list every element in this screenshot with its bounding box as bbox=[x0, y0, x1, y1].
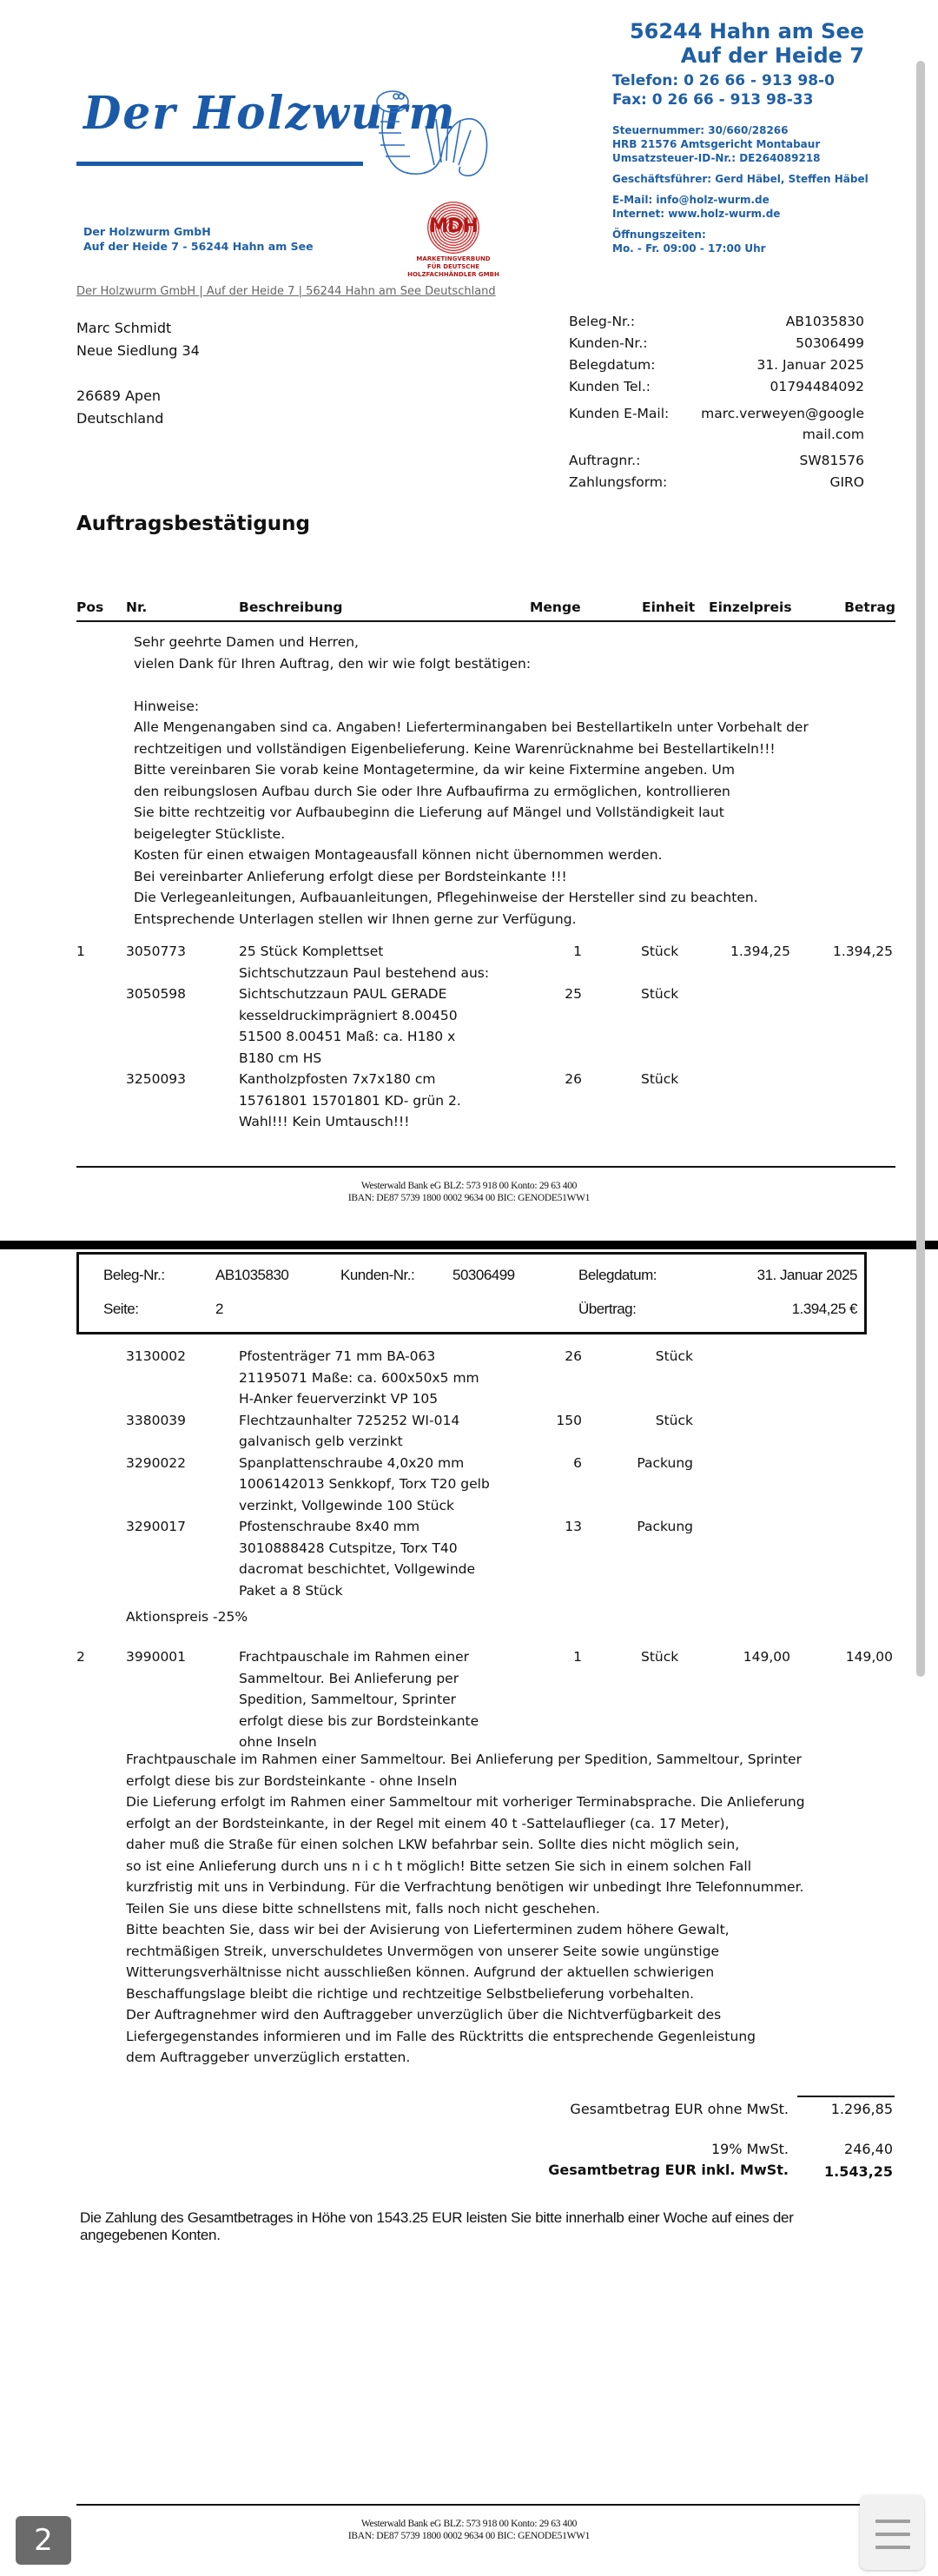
item-quantity: 6 bbox=[573, 1454, 582, 1471]
footer-divider-2 bbox=[76, 2504, 895, 2506]
delivery-note-line: so ist eine Anlieferung durch uns n i c h t möglich! Bitte setzen Sie sich in einem solchen Fall bbox=[126, 1858, 752, 1874]
delivery-note-line: Bitte beachten Sie, dass wir bei der Avisierung von Lieferterminen zudem höhere Gewalt, bbox=[126, 1922, 730, 1937]
item-quantity: 1 bbox=[573, 944, 582, 959]
mdh-sub-line: MARKETINGVERBUND bbox=[416, 255, 491, 262]
item-number: 3050773 bbox=[126, 944, 187, 959]
hrb-number: HRB 21576 Amtsgericht Montabaur bbox=[612, 138, 821, 150]
item-description bbox=[239, 1346, 499, 1410]
col-einzelpreis: Einzelpreis bbox=[709, 599, 792, 615]
tax-number: Steuernummer: 30/660/28266 bbox=[612, 124, 789, 136]
gross-total-label: Gesamtbetrag EUR inkl. MwSt. bbox=[548, 2162, 789, 2178]
carry-datum-value: 31. Januar 2025 bbox=[756, 1267, 857, 1283]
item-quantity: 25 bbox=[565, 986, 582, 1002]
item-number: 3130002 bbox=[126, 1348, 187, 1364]
description-line: Spanplattenschraube 4,0x20 mm bbox=[239, 1454, 465, 1471]
sender-return-address: Der Holzwurm GmbH | Auf der Heide 7 | 56244 Hahn am See Deutschland bbox=[76, 285, 496, 298]
description-line: Pfostenschraube 8x40 mm bbox=[239, 1519, 420, 1534]
company-city: 56244 Hahn am See bbox=[629, 19, 864, 43]
delivery-note-line: dem Auftraggeber unverzüglich erstatten. bbox=[126, 2050, 411, 2065]
belegdatum-value: 31. Januar 2025 bbox=[756, 357, 864, 373]
delivery-note-line: rechtmäßigen Streik, unverschuldetes Unvermögen von unserer Seite sowie ungünstige bbox=[126, 1943, 720, 1959]
auftragnr-value: SW81576 bbox=[799, 453, 864, 468]
description-line: Pfostenträger 71 mm BA-063 bbox=[239, 1348, 436, 1364]
hamburger-menu-icon bbox=[875, 2520, 910, 2523]
company-name: Der Holzwurm GmbH bbox=[83, 225, 211, 238]
item-number: 3990001 bbox=[126, 1649, 187, 1665]
belegdatum-label: Belegdatum: bbox=[569, 357, 656, 373]
carry-kunden-value: 50306499 bbox=[452, 1267, 515, 1283]
zahlungsform-value: GIRO bbox=[829, 474, 864, 490]
item-description bbox=[239, 1516, 499, 1601]
hints-label: Hinweise: bbox=[134, 698, 200, 714]
recipient-country: Deutschland bbox=[76, 410, 164, 427]
description-line: Paket a 8 Stück bbox=[239, 1582, 343, 1599]
recipient-name: Marc Schmidt bbox=[76, 320, 172, 336]
net-total-value: 1.296,85 bbox=[830, 2101, 893, 2117]
table-header bbox=[76, 598, 895, 622]
greeting: Sehr geehrte Damen und Herren, bbox=[134, 634, 359, 650]
item-number: 3250093 bbox=[126, 1071, 187, 1087]
description-line: dacromat beschichtet, Vollgewinde bbox=[239, 1561, 476, 1577]
footer-divider bbox=[76, 1166, 895, 1168]
item-unit: Stück bbox=[655, 1348, 693, 1364]
intro-text bbox=[134, 632, 855, 930]
delivery-note-line: Liefergegenstandes informieren und im Falle des Rücktritts die entsprechende Gegenleistung bbox=[126, 2028, 756, 2044]
item-pos: 2 bbox=[76, 1649, 85, 1665]
bank-line2: IBAN: DE87 5739 1800 0002 9634 00 BIC: GENODE51WW1 bbox=[347, 2531, 591, 2541]
item-description bbox=[239, 1069, 499, 1133]
item-description bbox=[239, 983, 499, 1069]
bank-line2: IBAN: DE87 5739 1800 0002 9634 00 BIC: GENODE51WW1 bbox=[347, 1193, 591, 1203]
item-unit: Stück bbox=[641, 944, 679, 959]
item-unit: Stück bbox=[641, 1649, 679, 1665]
description-line: Frachtpauschale im Rahmen einer bbox=[239, 1649, 469, 1665]
delivery-note-line: Witterungsverhältnisse nicht ausschließen können. Aufgrund der aktuellen schwierigen bbox=[126, 1964, 715, 1980]
kunden-nr-label: Kunden-Nr.: bbox=[569, 335, 648, 351]
description-line: 15761801 15701801 KD- grün 2. bbox=[239, 1092, 461, 1109]
description-line: B180 cm HS bbox=[239, 1050, 322, 1066]
description-line: 21195071 Maße: ca. 600x50x5 mm bbox=[239, 1369, 479, 1386]
col-betrag: Betrag bbox=[844, 599, 895, 615]
carry-beleg-label: Beleg-Nr.: bbox=[103, 1267, 165, 1283]
item-amount: 149,00 bbox=[845, 1649, 893, 1665]
company-fax: Fax: 0 26 66 - 913 98-33 bbox=[612, 91, 814, 109]
logo-underline bbox=[76, 162, 363, 166]
item-unit: Stück bbox=[641, 1071, 679, 1087]
beleg-nr-value: AB1035830 bbox=[785, 314, 864, 329]
delivery-note-line: Beschaffungslage bleibt die richtige und rechtzeitige Selbstbelieferung vorbehalten. bbox=[126, 1985, 695, 2002]
description-line: kesseldruckimprägniert 8.00450 bbox=[239, 1007, 458, 1023]
recipient-street: Neue Siedlung 34 bbox=[76, 342, 200, 359]
menu-button[interactable] bbox=[860, 2495, 924, 2570]
description-line: Flechtzaunhalter 725252 WI-014 bbox=[239, 1412, 460, 1428]
company-street-right: Auf der Heide 7 bbox=[680, 43, 864, 68]
recipient-address bbox=[76, 317, 200, 430]
item-number: 3290022 bbox=[126, 1454, 187, 1471]
mdh-subtitle bbox=[401, 255, 505, 279]
carry-datum-label: Belegdatum: bbox=[578, 1267, 657, 1283]
tel-label: Kunden Tel.: bbox=[569, 379, 651, 394]
col-einheit: Einheit bbox=[642, 599, 696, 615]
tel-value: 01794484092 bbox=[770, 379, 864, 394]
mdh-rings-icon bbox=[427, 202, 479, 254]
opening-hours: Mo. - Fr. 09:00 - 17:00 Uhr bbox=[612, 242, 766, 255]
hamburger-menu-icon bbox=[875, 2546, 910, 2549]
hint-line: Die Verlegeanleitungen, Aufbauanleitungen, Pflegehinweise der Hersteller sind zu beachten. bbox=[134, 890, 758, 905]
hint-line: Sie bitte rechtzeitig vor Aufbaubeginn die Lieferung auf Mängel und Vollständigkeit laut bbox=[134, 805, 724, 820]
company-email[interactable]: E-Mail: info@holz-wurm.de bbox=[612, 194, 770, 206]
description-line: 1006142013 Senkkopf, Torx T20 gelb bbox=[239, 1476, 490, 1492]
col-nr: Nr. bbox=[126, 599, 148, 615]
item-description bbox=[239, 941, 499, 983]
page-title: Auftragsbestätigung bbox=[76, 513, 311, 535]
description-line: galvanisch gelb verzinkt bbox=[239, 1434, 403, 1449]
hint-line: Entsprechende Unterlagen stellen wir Ihnen gerne zur Verfügung. bbox=[134, 911, 577, 927]
recipient-city: 26689 Apen bbox=[76, 387, 162, 404]
bank-line1: Westerwald Bank eG BLZ: 573 918 00 Konto: 29 63 400 bbox=[360, 1181, 578, 1191]
item-description bbox=[239, 1453, 499, 1517]
hint-line: Bei vereinbarter Anlieferung erfolgt diese per Bordsteinkante !!! bbox=[134, 868, 567, 884]
company-contact-block bbox=[612, 19, 873, 255]
carry-seite-value: 2 bbox=[215, 1301, 223, 1317]
item-number: 3380039 bbox=[126, 1412, 187, 1428]
delivery-note-line: Die Lieferung erfolgt im Rahmen einer Sammeltour mit vorheriger Terminabsprache. Die Anlieferung bbox=[126, 1794, 805, 1810]
item-unit: Packung bbox=[637, 1454, 693, 1471]
delivery-note-line: Teilen Sie uns diese bitte schnellstens mit, falls noch nicht geschehen. bbox=[126, 1900, 600, 1917]
col-description: Beschreibung bbox=[239, 599, 343, 615]
delivery-note-line: erfolgt diese bis zur Bordsteinkante - ohne Inseln bbox=[126, 1772, 458, 1789]
item-pos: 1 bbox=[76, 944, 85, 959]
bank-footer bbox=[0, 1180, 938, 1204]
delivery-note-line: Frachtpauschale im Rahmen einer Sammeltour. Bei Anlieferung per Spedition, Sammeltour, Sprinter bbox=[126, 1752, 802, 1767]
hint-line: Kosten für einen etwaigen Montageausfall können nicht übernommen werden. bbox=[134, 847, 663, 863]
description-line: H-Anker feuerverzinkt VP 105 bbox=[239, 1391, 439, 1407]
item-unit-price: 1.394,25 bbox=[730, 944, 790, 959]
col-pos: Pos bbox=[76, 599, 104, 615]
item-unit: Stück bbox=[641, 986, 679, 1002]
beleg-nr-label: Beleg-Nr.: bbox=[569, 314, 636, 329]
company-address-block bbox=[83, 224, 314, 254]
page-indicator: 2 bbox=[16, 2516, 71, 2565]
description-line: verzinkt, Vollgewinde 100 Stück bbox=[239, 1497, 454, 1513]
item-quantity: 1 bbox=[573, 1649, 582, 1665]
net-total-label: Gesamtbetrag EUR ohne MwSt. bbox=[570, 2101, 789, 2117]
item-quantity: 26 bbox=[565, 1348, 582, 1364]
description-line: 25 Stück Komplettset bbox=[239, 944, 384, 959]
item-quantity: 26 bbox=[565, 1071, 582, 1087]
company-phone: Telefon: 0 26 66 - 913 98-0 bbox=[612, 72, 835, 89]
document-meta bbox=[569, 311, 864, 493]
hamburger-menu-icon bbox=[875, 2533, 910, 2536]
item-description bbox=[239, 1410, 499, 1453]
vat-value: 246,40 bbox=[844, 2141, 893, 2157]
hint-line: beigelegter Stückliste. bbox=[134, 825, 286, 842]
item-unit: Packung bbox=[637, 1519, 693, 1534]
delivery-note-line: kurzfristig mit uns in Verbindung. Für die Verfrachtung benötigen wir unbedingt Ihre Telefonnummer. bbox=[126, 1879, 804, 1895]
company-website[interactable]: Internet: www.holz-wurm.de bbox=[612, 208, 781, 220]
promo-note: Aktionspreis -25% bbox=[126, 1609, 248, 1625]
totals-divider bbox=[797, 2096, 895, 2097]
bank-footer-2 bbox=[0, 2518, 938, 2542]
page-separator bbox=[0, 1241, 938, 1249]
email-value: marc.verweyen@googlemail.com bbox=[701, 406, 864, 442]
vat-id: Umsatzsteuer-ID-Nr.: DE264089218 bbox=[612, 152, 821, 164]
item-unit-price: 149,00 bbox=[743, 1649, 790, 1665]
opening-hours-label: Öffnungszeiten: bbox=[612, 228, 706, 241]
item-quantity: 150 bbox=[556, 1412, 582, 1428]
delivery-note-line: daher muß die Straße für einen solchen LKW befahrbar sein. Sollte dies nicht möglich sein, bbox=[126, 1837, 740, 1852]
kunden-nr-value: 50306499 bbox=[796, 335, 864, 351]
hint-line: Alle Mengenangaben sind ca. Angaben! Lieferterminangaben bei Bestellartikeln unter Vorbehalt der bbox=[134, 719, 809, 735]
description-line: Sammeltour. Bei Anlieferung per bbox=[239, 1670, 459, 1686]
worm-mascot-icon bbox=[365, 83, 495, 187]
description-line: Wahl!!! Kein Umtausch!!! bbox=[239, 1114, 410, 1129]
description-line: 3010888428 Cutspitze, Torx T40 bbox=[239, 1540, 458, 1556]
bank-line1: Westerwald Bank eG BLZ: 573 918 00 Konto: 29 63 400 bbox=[360, 2519, 578, 2529]
item-unit: Stück bbox=[655, 1412, 693, 1428]
col-menge: Menge bbox=[530, 599, 581, 615]
item-amount: 1.394,25 bbox=[832, 944, 893, 959]
managers: Geschäftsführer: Gerd Häbel, Steffen Häbel bbox=[612, 173, 869, 185]
mdh-logo bbox=[401, 202, 505, 279]
carry-beleg-value: AB1035830 bbox=[215, 1267, 289, 1283]
item-description bbox=[239, 1646, 499, 1753]
company-logo-text: Der Holzwurm bbox=[83, 85, 457, 140]
auftragnr-label: Auftragnr.: bbox=[569, 453, 641, 468]
mdh-letters: MDH bbox=[429, 215, 478, 237]
delivery-note-line: erfolgt an der Bordsteinkante, in der Regel mit einem 40 t -Sattelauflieger (ca. 17 Meter), bbox=[126, 1815, 730, 1831]
item-number: 3290017 bbox=[126, 1519, 187, 1534]
carry-kunden-label: Kunden-Nr.: bbox=[340, 1267, 415, 1283]
description-line: Sichtschutzzaun PAUL GERADE bbox=[239, 986, 447, 1002]
delivery-note-line: Der Auftragnehmer wird den Auftraggeber unverzüglich über die Nichtverfügbarkeit des bbox=[126, 2007, 722, 2023]
description-line: 51500 8.00451 Maß: ca. H180 x bbox=[239, 1029, 456, 1044]
mdh-sub-line: HOLZFACHHÄNDLER GMBH bbox=[407, 271, 499, 278]
carry-uebertrag-label: Übertrag: bbox=[578, 1301, 637, 1317]
description-line: erfolgt diese bis zur Bordsteinkante bbox=[239, 1712, 479, 1729]
description-line: Spedition, Sammeltour, Sprinter bbox=[239, 1692, 457, 1707]
carry-uebertrag-value: 1.394,25 € bbox=[791, 1301, 857, 1317]
zahlungsform-label: Zahlungsform: bbox=[569, 474, 668, 490]
delivery-notes bbox=[126, 1749, 890, 2069]
carry-seite-label: Seite: bbox=[103, 1301, 139, 1317]
mdh-sub-line: FÜR DEUTSCHE bbox=[426, 263, 480, 270]
company-street: Auf der Heide 7 - 56244 Hahn am See bbox=[83, 240, 314, 253]
thanks-line: vielen Dank für Ihren Auftrag, den wir wie folgt bestätigen: bbox=[134, 655, 532, 672]
description-line: Kantholzpfosten 7x7x180 cm bbox=[239, 1071, 436, 1087]
scrollbar[interactable] bbox=[916, 61, 925, 1677]
email-label: Kunden E-Mail: bbox=[569, 406, 670, 421]
gross-total-value: 1.543,25 bbox=[824, 2163, 893, 2180]
item-number: 3050598 bbox=[126, 986, 187, 1002]
item-quantity: 13 bbox=[565, 1519, 582, 1534]
carry-over-box bbox=[76, 1252, 867, 1334]
hint-line: rechtzeitigen und vollständigen Eigenbelieferung. Keine Warenrücknahme bei Bestellartikeln!!! bbox=[134, 740, 776, 757]
hint-line: Bitte vereinbaren Sie vorab keine Montagetermine, da wir keine Fixtermine angeben. Um bbox=[134, 762, 736, 778]
payment-note: Die Zahlung des Gesamtbetrages in Höhe von 1543.25 EUR leisten Sie bitte innerhalb einer Woche auf eines der angegebenen Konten. bbox=[80, 2209, 794, 2243]
vat-label: 19% MwSt. bbox=[710, 2141, 789, 2157]
hint-line: den reibungslosen Aufbau durch Sie oder Ihre Aufbaufirma zu ermöglichen, kontrollieren bbox=[134, 783, 730, 799]
description-line: Sichtschutzzaun Paul bestehend aus: bbox=[239, 964, 490, 981]
description-line: ohne Inseln bbox=[239, 1734, 317, 1750]
